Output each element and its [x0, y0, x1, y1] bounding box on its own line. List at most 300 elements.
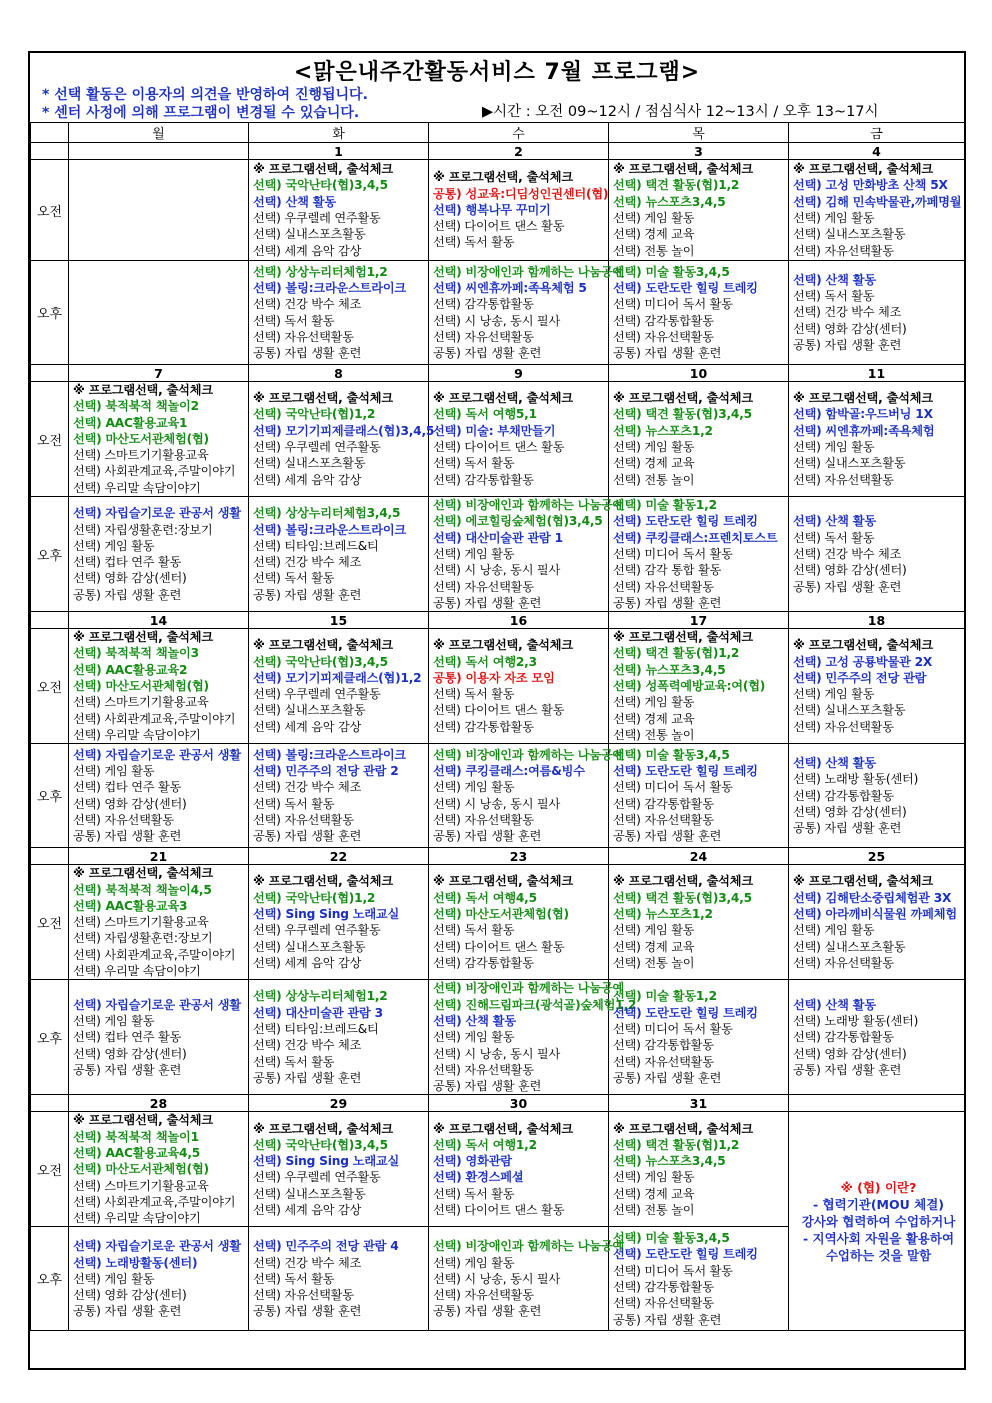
- activity-cell: [249, 1227, 429, 1331]
- activity-line: 공통) 자립 생활 훈련: [613, 595, 722, 610]
- activity-line: 선택) 스마트기기활용교육: [73, 1178, 209, 1193]
- activity-line: 선택) 티타임:브레드&티: [253, 538, 379, 553]
- activity-line: 선택) 자유선택활동: [253, 1288, 354, 1303]
- date-row: [31, 848, 965, 865]
- activity-line: ※ 프로그램선택, 출석체크: [433, 170, 573, 185]
- date-number: 23: [429, 848, 609, 865]
- definition-cell: [789, 1112, 965, 1331]
- activity-line: 선택) 자유선택활동: [793, 243, 894, 258]
- activity-line: 선택) 북적북적 책놀이1: [73, 1129, 199, 1144]
- activity-cell: [69, 261, 249, 365]
- activity-line: 선택) 노래방 활동(센터): [793, 772, 919, 787]
- activity-line: 선택) 마산도서관체험(협): [73, 1162, 209, 1177]
- activity-line: 선택) 다이어트 댄스 활동: [433, 1203, 565, 1218]
- activity-line: 선택) 영화 감상(센터): [793, 321, 907, 336]
- activity-line: 공통) 자립 생활 훈련: [793, 1062, 902, 1077]
- activity-line: 선택) 전통 놀이: [613, 472, 695, 487]
- activity-cell: [429, 382, 609, 497]
- activity-line: 선택) 모기기피제클래스(협)3,4,5: [253, 423, 435, 438]
- activity-line: 선택) 감각통합활동: [793, 788, 894, 803]
- activity-line: 선택) 자립슬기로운 관공서 생활: [73, 747, 241, 762]
- activity-line: 선택) 다이어트 댄스 활동: [433, 219, 565, 234]
- activity-line: 선택) 우쿠렐레 연주활동: [253, 923, 381, 938]
- activity-cell: [789, 629, 965, 744]
- activity-line: 선택) 자유선택활동: [613, 329, 714, 344]
- activity-line: 선택) 게임 활동: [793, 440, 875, 455]
- activity-line: 선택) 게임 활동: [433, 1030, 515, 1045]
- notice-line: * 선택 활동은 이용자의 의견을 반영하여 진행됩니다.: [42, 87, 368, 103]
- activity-cell: [609, 744, 789, 848]
- definition-line: 수업하는 것을 말함: [825, 1247, 932, 1263]
- activity-line: 선택) 산책 활동: [793, 755, 876, 770]
- activity-line: 선택) 세계 음악 감상: [253, 243, 362, 258]
- afternoon-row: [31, 980, 965, 1095]
- activity-line: 선택) 민주주의 전당 관람: [793, 670, 927, 685]
- activity-line: 선택) 국악난타(협)3,4,5: [253, 654, 388, 669]
- activity-line: 선택) 북적북적 책놀이3: [73, 646, 199, 661]
- morning-row: [31, 160, 965, 261]
- activity-line: 선택) 비장애인과 함께하는 나눔공예: [433, 981, 625, 996]
- activity-line: 선택) 컵타 연주 활동: [73, 1030, 182, 1045]
- date-row: [31, 365, 965, 382]
- activity-line: 공통) 자립 생활 훈련: [613, 1070, 722, 1085]
- activity-line: 선택) 게임 활동: [613, 923, 695, 938]
- activity-line: 선택) 도란도란 힐링 트레킹: [613, 764, 758, 779]
- activity-line: 선택) 건강 박수 체조: [253, 1038, 362, 1053]
- activity-line: 선택) 뉴스포츠3,4,5: [613, 662, 726, 677]
- activity-line: 선택) AAC활용교육4,5: [73, 1145, 201, 1160]
- activity-cell: [429, 497, 625, 612]
- activity-line: 선택) 영화 감상(센터): [793, 563, 907, 578]
- activity-line: 선택) 도란도란 힐링 트레킹: [613, 280, 758, 295]
- activity-line: 선택) 감각통합활동: [613, 796, 714, 811]
- date-number: 14: [69, 612, 249, 629]
- definition-note: [793, 1179, 964, 1264]
- activity-line: 선택) 미디어 독서 활동: [613, 297, 733, 312]
- activity-line: 선택) 티타임:브레드&티: [253, 1022, 379, 1037]
- afternoon-row: [31, 744, 965, 848]
- activity-line: 선택) 게임 활동: [793, 687, 875, 702]
- activity-line: 선택) 상상누리터체험3,4,5: [253, 506, 401, 521]
- activity-line: 선택) 감각 통합 활동: [613, 563, 722, 578]
- activity-line: 선택) 도란도란 힐링 트레킹: [613, 514, 758, 529]
- activity-line: 선택) 게임 활동: [73, 1013, 155, 1028]
- activity-line: 선택) 자유선택활동: [433, 1288, 534, 1303]
- activity-line: 선택) 영화 감상(센터): [793, 1046, 907, 1061]
- activity-line: 선택) 영화관람: [433, 1154, 512, 1169]
- date-number: 17: [609, 612, 789, 629]
- activity-cell: [429, 865, 609, 980]
- activity-line: 선택) 뉴스포츠3,4,5: [613, 194, 726, 209]
- activity-line: 선택) 김해 민속박물관,까페명월: [793, 194, 962, 209]
- activity-line: 선택) 미디어 독서 활동: [613, 1263, 733, 1278]
- date-corner: [31, 612, 69, 629]
- activity-line: 선택) 건강 박수 체조: [253, 555, 362, 570]
- activity-line: 선택) 사회관계교육,주말이야기: [73, 947, 236, 962]
- activity-cell: [249, 261, 429, 365]
- activity-line: 선택) 우리말 속담이야기: [73, 964, 201, 979]
- activity-line: 선택) 택견 활동(협)1,2: [613, 1137, 740, 1152]
- date-number: 3: [609, 143, 789, 160]
- activity-line: ※ 프로그램선택, 출석체크: [613, 874, 753, 889]
- morning-label: 오전: [31, 1112, 69, 1227]
- activity-cell: [789, 497, 965, 612]
- activity-line: 선택) 국악난타(협)1,2: [253, 890, 376, 905]
- activity-cell: [69, 629, 249, 744]
- activity-line: 선택) 영화 감상(센터): [73, 571, 187, 586]
- activity-line: 선택) 경제 교육: [613, 456, 695, 471]
- activity-line: 선택) 감각통합활동: [613, 1279, 714, 1294]
- activity-line: 선택) 미디어 독서 활동: [613, 1022, 733, 1037]
- activity-line: ※ 프로그램선택, 출석체크: [613, 1121, 753, 1136]
- activity-cell: [609, 629, 789, 744]
- activity-line: 공통) 자립 생활 훈련: [253, 346, 362, 361]
- activity-line: 선택) 게임 활동: [613, 695, 695, 710]
- date-number: 7: [69, 365, 249, 382]
- activity-line: 공통) 자립 생활 훈련: [253, 829, 362, 844]
- date-number: 10: [609, 365, 789, 382]
- activity-line: 선택) 자유선택활동: [613, 579, 714, 594]
- activity-line: 공통) 자립 생활 훈련: [793, 821, 902, 836]
- activity-line: 선택) 우쿠렐레 연주활동: [253, 211, 381, 225]
- date-number: 9: [429, 365, 609, 382]
- activity-line: 공통) 자립 생활 훈련: [433, 595, 542, 610]
- activity-cell: [69, 382, 249, 497]
- activity-line: 선택) 뉴스포츠1,2: [613, 906, 713, 921]
- activity-line: 공통) 자립 생활 훈련: [73, 1062, 182, 1077]
- activity-line: 선택) 행복나무 꾸미기: [433, 202, 551, 217]
- activity-line: ※ 프로그램선택, 출석체크: [613, 162, 753, 177]
- date-number: [789, 1095, 965, 1112]
- activity-cell: [429, 629, 609, 744]
- activity-line: 선택) 독서 여행2,3: [433, 654, 537, 669]
- activity-line: 선택) 민주주의 전당 관람 4: [253, 1239, 399, 1254]
- weekday-header-row: [31, 123, 965, 143]
- activity-line: 선택) 독서 여행1,2: [433, 1137, 537, 1152]
- activity-line: 선택) 산책 활동: [433, 1013, 516, 1028]
- activity-line: 선택) 뉴스포츠3,4,5: [613, 1154, 726, 1169]
- activity-line: 선택) 독서 활동: [253, 796, 335, 811]
- activity-line: 선택) 건강 박수 체조: [253, 297, 362, 312]
- activity-line: 선택) 스마트기기활용교육: [73, 448, 209, 463]
- activity-line: 선택) AAC활용교육1: [73, 415, 188, 430]
- weekday-header: 금: [789, 123, 965, 143]
- activity-cell: [609, 980, 789, 1095]
- activity-line: ※ 프로그램선택, 출석체크: [613, 391, 753, 406]
- date-corner: [31, 365, 69, 382]
- activity-line: 공통) 자립 생활 훈련: [433, 1304, 542, 1319]
- activity-line: 선택) 자립생활훈련:장보기: [73, 931, 213, 946]
- activity-line: 선택) 영화 감상(센터): [73, 796, 187, 811]
- activity-line: 선택) 감각통합활동: [433, 297, 534, 312]
- activity-line: 선택) 사회관계교육,주말이야기: [73, 1194, 236, 1209]
- date-number: 18: [789, 612, 965, 629]
- activity-line: 선택) 자유선택활동: [793, 472, 894, 487]
- activity-line: 선택) 산책 활동: [793, 272, 876, 287]
- date-corner: [31, 143, 69, 160]
- activity-line: 선택) 도란도란 힐링 트레킹: [613, 1005, 758, 1020]
- notice-line: * 센터 사정에 의해 프로그램이 변경될 수 있습니다.: [42, 105, 360, 121]
- activity-line: 선택) 게임 활동: [613, 1170, 695, 1185]
- activity-line: 선택) AAC활용교육2: [73, 662, 188, 677]
- activity-line: 공통) 성교육:디딤성인권센터(협): [433, 186, 609, 201]
- activity-line: 선택) 미디어 독서 활동: [613, 780, 733, 795]
- activity-line: ※ 프로그램선택, 출석체크: [793, 391, 933, 406]
- program-sheet: [28, 51, 966, 1370]
- activity-line: 선택) 자립슬기로운 관공서 생활: [73, 1239, 241, 1254]
- activity-line: 선택) 시 낭송, 동시 필사: [433, 796, 561, 811]
- activity-cell: [69, 1227, 249, 1331]
- activity-line: 선택) 경제 교육: [613, 939, 695, 954]
- activity-line: 선택) 스마트기기활용교육: [73, 915, 209, 930]
- activity-cell: [789, 744, 965, 848]
- activity-line: ※ 프로그램선택, 출석체크: [253, 638, 393, 653]
- activity-cell: [429, 160, 609, 261]
- activity-line: 선택) 국악난타(협)3,4,5: [253, 178, 388, 193]
- activity-line: 선택) 실내스포츠활동: [253, 227, 366, 242]
- date-number: 24: [609, 848, 789, 865]
- page-title: <맑은내주간활동서비스 7월 프로그램>: [293, 60, 701, 85]
- activity-line: 선택) 컵타 연주 활동: [73, 555, 182, 570]
- corner-cell: [31, 123, 69, 143]
- date-corner: [31, 1095, 69, 1112]
- activity-cell: [249, 382, 435, 497]
- activity-line: 선택) 시 낭송, 동시 필사: [433, 563, 561, 578]
- activity-line: 선택) 실내스포츠활동: [253, 456, 366, 471]
- activity-line: 선택) 실내스포츠활동: [253, 703, 366, 718]
- activity-line: 공통) 자립 생활 훈련: [793, 337, 902, 352]
- definition-line: 강사와 협력하여 수업하거나: [801, 1213, 956, 1229]
- activity-line: 선택) 비장애인과 함께하는 나눔공예: [433, 747, 625, 762]
- activity-line: 선택) 독서 활동: [253, 313, 335, 328]
- date-row: [31, 612, 965, 629]
- afternoon-label: 오후: [31, 261, 69, 365]
- activity-line: 선택) 독서 활동: [253, 1271, 335, 1286]
- morning-label: 오전: [31, 382, 69, 497]
- activity-line: 공통) 자립 생활 훈련: [433, 1079, 542, 1094]
- activity-line: 선택) 우쿠렐레 연주활동: [253, 1170, 381, 1185]
- activity-line: 선택) 게임 활동: [433, 1255, 515, 1270]
- date-row: [31, 143, 965, 160]
- activity-cell: [69, 744, 249, 848]
- activity-line: 선택) 다이어트 댄스 활동: [433, 703, 565, 718]
- activity-line: 선택) 세계 음악 감상: [253, 1203, 362, 1218]
- afternoon-label: 오후: [31, 1227, 69, 1331]
- activity-line: 선택) 세계 음악 감상: [253, 719, 362, 734]
- activity-line: 선택) 미술 활동3,4,5: [613, 747, 730, 762]
- activity-line: 선택) 감각통합활동: [433, 472, 534, 487]
- activity-line: 선택) 미술 활동1,2: [613, 498, 717, 513]
- activity-line: 선택) 비장애인과 함께하는 나눔공예: [433, 1239, 625, 1254]
- activity-line: ※ 프로그램선택, 출석체크: [73, 866, 213, 881]
- activity-line: 선택) 독서 활동: [433, 687, 515, 702]
- activity-line: 선택) 고성 만화방초 산책 5X: [793, 178, 948, 193]
- activity-line: 선택) 영화 감상(센터): [73, 1046, 187, 1061]
- afternoon-row: [31, 497, 965, 612]
- activity-line: 선택) 우쿠렐레 연주활동: [253, 687, 381, 702]
- activity-cell: [429, 1112, 609, 1227]
- activity-line: 선택) 독서 활동: [253, 571, 335, 586]
- activity-cell: [249, 629, 429, 744]
- activity-line: ※ 프로그램선택, 출석체크: [433, 638, 573, 653]
- activity-line: 선택) 자유선택활동: [433, 579, 534, 594]
- activity-line: 선택) 국악난타(협)1,2: [253, 407, 376, 422]
- activity-cell: [69, 865, 249, 980]
- activity-line: 공통) 이용자 자조 모임: [433, 670, 555, 685]
- weekday-header: 수: [429, 123, 609, 143]
- activity-cell: [249, 1112, 429, 1227]
- activity-line: 선택) 실내스포츠활동: [253, 1186, 366, 1201]
- activity-line: ※ 프로그램선택, 출석체크: [793, 874, 933, 889]
- definition-title: ※ (협) 이란?: [840, 1179, 917, 1195]
- weekday-header: 월: [69, 123, 249, 143]
- activity-cell: [69, 980, 249, 1095]
- activity-line: 선택) 노래방 활동(센터): [793, 1013, 919, 1028]
- activity-line: 선택) 게임 활동: [793, 211, 875, 225]
- activity-line: 선택) 미술 활동3,4,5: [613, 1231, 730, 1246]
- activity-line: 선택) 실내스포츠활동: [793, 227, 906, 242]
- activity-line: 선택) 독서 활동: [253, 1054, 335, 1069]
- date-number: 30: [429, 1095, 609, 1112]
- activity-line: 공통) 자립 생활 훈련: [433, 346, 542, 361]
- date-number: 8: [249, 365, 429, 382]
- activity-line: 선택) 미술: 부채만들기: [433, 423, 556, 438]
- date-number: 2: [429, 143, 609, 160]
- morning-row: [31, 865, 965, 980]
- date-row: [31, 1095, 965, 1112]
- activity-line: 선택) 미술 활동3,4,5: [613, 264, 730, 279]
- activity-line: 공통) 자립 생활 훈련: [73, 829, 182, 844]
- activity-line: 선택) 건강 박수 체조: [253, 780, 362, 795]
- activity-line: 선택) 자유선택활동: [613, 1296, 714, 1311]
- activity-line: 선택) 경제 교육: [613, 711, 695, 726]
- activity-line: 선택) 택견 활동(협)1,2: [613, 178, 740, 193]
- activity-line: 선택) 다이어트 댄스 활동: [433, 939, 565, 954]
- activity-line: 선택) 독서 활동: [793, 289, 875, 304]
- date-corner: [31, 848, 69, 865]
- activity-line: 선택) 자립슬기로운 관공서 생활: [73, 997, 241, 1012]
- morning-row: [31, 629, 965, 744]
- activity-line: 선택) 도란도란 힐링 트레킹: [613, 1247, 758, 1262]
- activity-line: 선택) 택견 활동(협)3,4,5: [613, 407, 752, 422]
- activity-line: 선택) 노래방활동(센터): [73, 1255, 198, 1270]
- activity-line: 선택) 볼링:크라운스트라이크: [253, 747, 406, 762]
- activity-line: 선택) 상상누리터체험1,2: [253, 989, 388, 1004]
- activity-line: 선택) 자유선택활동: [613, 813, 714, 828]
- activity-line: 선택) 전통 놀이: [613, 955, 695, 970]
- activity-line: 선택) 시 낭송, 동시 필사: [433, 1271, 561, 1286]
- activity-cell: [789, 865, 965, 980]
- activity-cell: [609, 382, 789, 497]
- activity-cell: [249, 744, 429, 848]
- activity-line: 선택) 스마트기기활용교육: [73, 695, 209, 710]
- definition-line: - 지역사회 자원을 활용하여: [802, 1230, 955, 1246]
- activity-cell: [69, 1112, 249, 1227]
- activity-line: 공통) 자립 생활 훈련: [613, 1312, 722, 1327]
- activity-line: 선택) 감각통합활동: [793, 1030, 894, 1045]
- activity-line: 선택) 게임 활동: [433, 546, 515, 561]
- date-number: 29: [249, 1095, 429, 1112]
- activity-line: 선택) 경제 교육: [613, 1186, 695, 1201]
- activity-line: 선택) 성폭력예방교육:여(협): [613, 679, 766, 694]
- activity-line: 선택) 게임 활동: [73, 764, 155, 779]
- activity-cell: [249, 865, 429, 980]
- activity-line: 선택) 뉴스포츠1,2: [613, 423, 713, 438]
- date-number: 31: [609, 1095, 789, 1112]
- activity-cell: [429, 1227, 625, 1331]
- activity-line: 공통) 자립 생활 훈련: [613, 346, 722, 361]
- activity-line: 선택) 쿠킹클래스:여름&빙수: [433, 764, 585, 779]
- activity-line: 선택) 씨엔휴까페:족욕체험: [793, 423, 935, 438]
- date-number: [69, 143, 249, 160]
- activity-line: 선택) 감각통합활동: [613, 313, 714, 328]
- activity-line: ※ 프로그램선택, 출석체크: [253, 874, 393, 889]
- weekday-header: 목: [609, 123, 789, 143]
- activity-line: 선택) 대산미술관 관람 1: [433, 530, 563, 545]
- activity-line: ※ 프로그램선택, 출석체크: [433, 391, 573, 406]
- activity-line: 공통) 자립 생활 훈련: [253, 587, 362, 602]
- activity-line: 선택) 택견 활동(협)3,4,5: [613, 890, 752, 905]
- activity-line: 선택) 자립슬기로운 관공서 생활: [73, 506, 241, 521]
- activity-line: 선택) 자유선택활동: [253, 813, 354, 828]
- activity-line: 선택) 쿠킹클래스:프렌치토스트: [613, 530, 778, 545]
- activity-line: 선택) 함박골:우드버닝 1X: [793, 407, 933, 422]
- activity-line: 공통) 자립 생활 훈련: [793, 579, 902, 594]
- activity-cell: [609, 1227, 789, 1331]
- activity-line: 선택) AAC활용교육3: [73, 898, 188, 913]
- activity-line: 선택) 게임 활동: [613, 211, 695, 225]
- activity-line: 선택) 자유선택활동: [793, 719, 894, 734]
- activity-line: 선택) 게임 활동: [793, 923, 875, 938]
- activity-line: 선택) 독서 활동: [793, 530, 875, 545]
- activity-line: 선택) 산책 활동: [793, 514, 876, 529]
- activity-line: 선택) 건강 박수 체조: [253, 1255, 362, 1270]
- activity-line: ※ 프로그램선택, 출석체크: [73, 630, 213, 645]
- activity-line: 선택) 실내스포츠활동: [793, 703, 906, 718]
- date-number: 25: [789, 848, 965, 865]
- activity-cell: [789, 160, 965, 261]
- activity-line: 선택) 자유선택활동: [433, 813, 534, 828]
- activity-line: 선택) 영화 감상(센터): [793, 804, 907, 819]
- activity-line: 선택) 우리말 속담이야기: [73, 1211, 201, 1226]
- activity-line: 선택) 시 낭송, 동시 필사: [433, 313, 561, 328]
- activity-line: 선택) 택견 활동(협)1,2: [613, 646, 740, 661]
- activity-line: 선택) 세계 음악 감상: [253, 955, 362, 970]
- activity-cell: [249, 497, 429, 612]
- activity-line: 선택) 비장애인과 함께하는 나눔공예: [433, 498, 625, 513]
- activity-line: 선택) 자유선택활동: [73, 813, 174, 828]
- activity-cell: [429, 261, 625, 365]
- activity-line: ※ 프로그램선택, 출석체크: [253, 1121, 393, 1136]
- activity-line: ※ 프로그램선택, 출석체크: [253, 162, 393, 177]
- activity-line: 선택) 독서 여행5,1: [433, 407, 537, 422]
- activity-cell: [609, 497, 789, 612]
- activity-cell: [789, 382, 965, 497]
- activity-line: 선택) 사회관계교육,주말이야기: [73, 464, 236, 479]
- activity-line: 선택) 진해드림파크(광석골)숲체험1,2: [433, 997, 637, 1012]
- activity-line: 선택) 우리말 속담이야기: [73, 480, 201, 495]
- activity-line: 선택) 시 낭송, 동시 필사: [433, 1046, 561, 1061]
- activity-line: 선택) 마산도서관체험(협): [73, 679, 209, 694]
- activity-line: 선택) 게임 활동: [433, 780, 515, 795]
- activity-line: 선택) 산책 활동: [253, 194, 336, 209]
- date-number: 21: [69, 848, 249, 865]
- activity-line: 선택) 감각통합활동: [613, 1038, 714, 1053]
- activity-line: 선택) 마산도서관체험(협): [433, 906, 569, 921]
- activity-line: 선택) 우쿠렐레 연주활동: [253, 440, 381, 455]
- activity-line: 공통) 자립 생활 훈련: [253, 1304, 362, 1319]
- activity-line: 선택) 모기기피제클래스(협)1,2: [253, 670, 422, 685]
